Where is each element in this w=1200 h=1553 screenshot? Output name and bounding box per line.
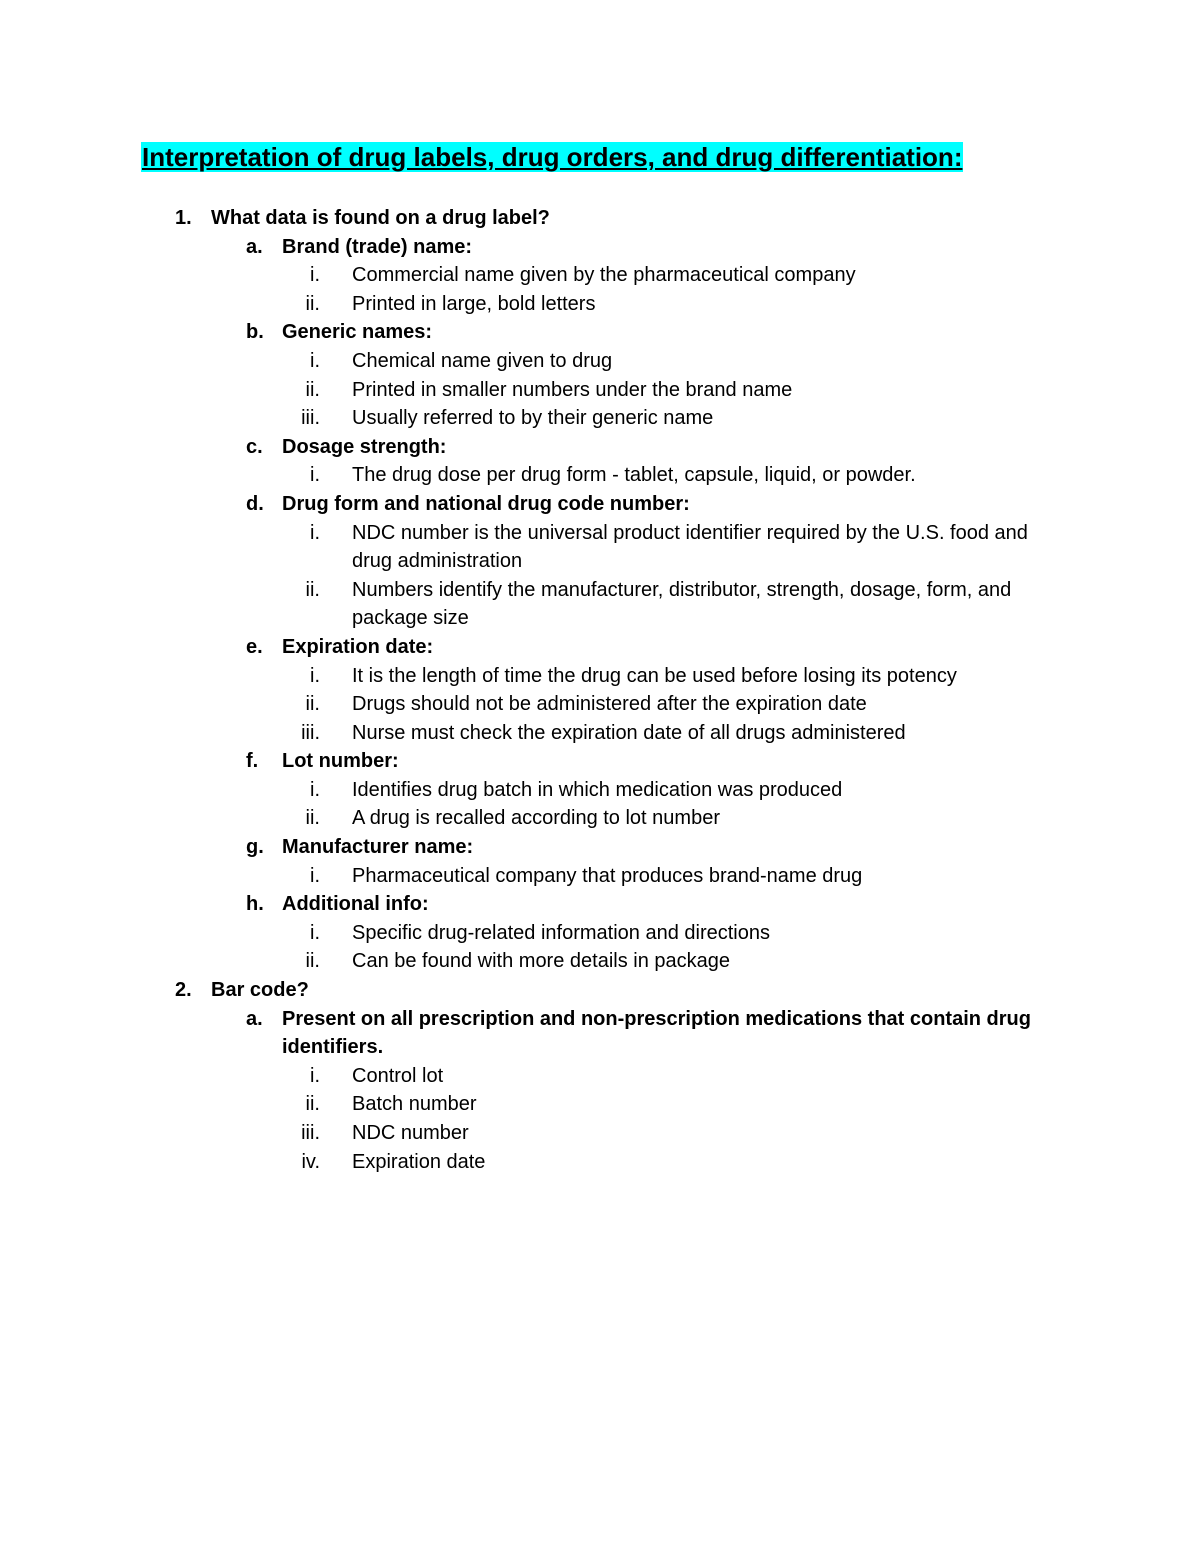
item-numeral: ii. [305, 950, 320, 973]
item-text: Usually referred to by their generic name [352, 407, 714, 430]
section-heading [0, 204, 1200, 233]
item-text: NDC number [352, 1122, 469, 1144]
list-item [0, 347, 1200, 376]
item-numeral: i. [310, 921, 320, 944]
list-item [0, 776, 1200, 805]
item-numeral: ii. [305, 693, 320, 716]
item-text: Identifies drug batch in which medication was produced [352, 778, 843, 801]
item-numeral: i. [310, 1064, 320, 1087]
list-item [0, 662, 1200, 691]
item-text: Printed in smaller numbers under the brand name [352, 378, 793, 401]
outline-list [0, 204, 1200, 1176]
section-heading [0, 976, 1200, 1005]
subsection-label: Additional info: [282, 893, 429, 916]
subsection-label: Dosage strength: [282, 435, 447, 458]
subsection-label: Present on all prescription and non-prescription medications that contain drug identifiers. [282, 1007, 1031, 1059]
section-number: 1. [175, 207, 192, 229]
item-numeral: i. [310, 521, 320, 544]
item-text: It is the length of time the drug can be used before losing its potency [352, 664, 957, 687]
subsection-letter: c. [246, 435, 263, 458]
item-numeral: i. [310, 778, 320, 801]
title-highlight: Interpretation of drug labels, drug orders, and drug differentiation: [142, 142, 963, 172]
item-text: NDC number is the universal product identifier required by the U.S. food and drug administration [352, 521, 1028, 573]
subsection-letter: f. [246, 750, 259, 773]
subsection-label: Brand (trade) name: [282, 235, 473, 258]
item-numeral: i. [310, 264, 320, 287]
subsection-letter: a. [246, 235, 263, 258]
subsection-letter: e. [246, 635, 263, 658]
subsection-heading [0, 833, 1200, 862]
list-item [0, 519, 1200, 576]
subsection-heading [0, 747, 1200, 776]
item-text: A drug is recalled according to lot number [352, 807, 720, 830]
item-numeral: iii. [301, 721, 320, 744]
item-text: Batch number [352, 1093, 477, 1116]
subsection-label: Manufacturer name: [282, 836, 474, 859]
item-numeral: ii. [305, 578, 320, 601]
item-numeral: i. [310, 464, 320, 487]
list-item [0, 919, 1200, 948]
item-text: Specific drug-related information and directions [352, 921, 770, 944]
list-item [0, 862, 1200, 891]
item-numeral: iv. [301, 1150, 320, 1173]
item-text: Drugs should not be administered after the expiration date [352, 693, 867, 716]
subsection-heading [0, 633, 1200, 662]
list-item [0, 1062, 1200, 1091]
subsection-heading [0, 318, 1200, 347]
section-label: What data is found on a drug label? [211, 207, 550, 229]
subsection-letter: d. [246, 492, 264, 515]
list-item [0, 461, 1200, 490]
item-text: Nurse must check the expiration date of all drugs administered [352, 721, 906, 744]
list-item [0, 947, 1200, 976]
list-item [0, 576, 1200, 633]
list-item [0, 1148, 1200, 1177]
item-text: Commercial name given by the pharmaceutical company [352, 264, 856, 287]
subsection-heading [0, 890, 1200, 919]
document-title [141, 140, 963, 174]
section-label: Bar code? [211, 979, 309, 1002]
item-text: Pharmaceutical company that produces brand-name drug [352, 864, 863, 887]
item-text: The drug dose per drug form - tablet, capsule, liquid, or powder. [352, 464, 916, 487]
list-item [0, 1119, 1200, 1148]
subsection-label: Drug form and national drug code number: [282, 492, 690, 515]
item-numeral: i. [310, 664, 320, 687]
list-item [0, 261, 1200, 290]
list-item [0, 376, 1200, 405]
item-text: Printed in large, bold letters [352, 292, 596, 315]
item-text: Numbers identify the manufacturer, distributor, strength, dosage, form, and package size [352, 578, 1012, 630]
subsection-label: Generic names: [282, 321, 433, 344]
section-number: 2. [175, 979, 192, 1002]
subsection-label: Expiration date: [282, 635, 434, 658]
list-item [0, 1090, 1200, 1119]
subsection-letter: a. [246, 1007, 263, 1030]
item-numeral: ii. [305, 807, 320, 830]
item-text: Expiration date [352, 1150, 486, 1173]
subsection-letter: h. [246, 893, 264, 916]
item-numeral: iii. [301, 1122, 320, 1144]
list-item [0, 404, 1200, 433]
list-item [0, 290, 1200, 319]
subsection-label: Lot number: [282, 750, 399, 773]
item-numeral: ii. [305, 378, 320, 401]
item-text: Control lot [352, 1064, 444, 1087]
list-item [0, 719, 1200, 748]
item-numeral: ii. [305, 1093, 320, 1116]
item-numeral: i. [310, 864, 320, 887]
item-numeral: iii. [301, 407, 320, 430]
subsection-letter: b. [246, 321, 264, 344]
list-item [0, 690, 1200, 719]
subsection-heading [0, 233, 1200, 262]
subsection-heading [0, 1005, 1200, 1062]
subsection-heading [0, 490, 1200, 519]
item-numeral: i. [310, 349, 320, 372]
subsection-heading [0, 433, 1200, 462]
item-text: Chemical name given to drug [352, 349, 613, 372]
item-text: Can be found with more details in package [352, 950, 731, 973]
subsection-letter: g. [246, 836, 264, 859]
item-numeral: ii. [305, 292, 320, 315]
list-item [0, 804, 1200, 833]
